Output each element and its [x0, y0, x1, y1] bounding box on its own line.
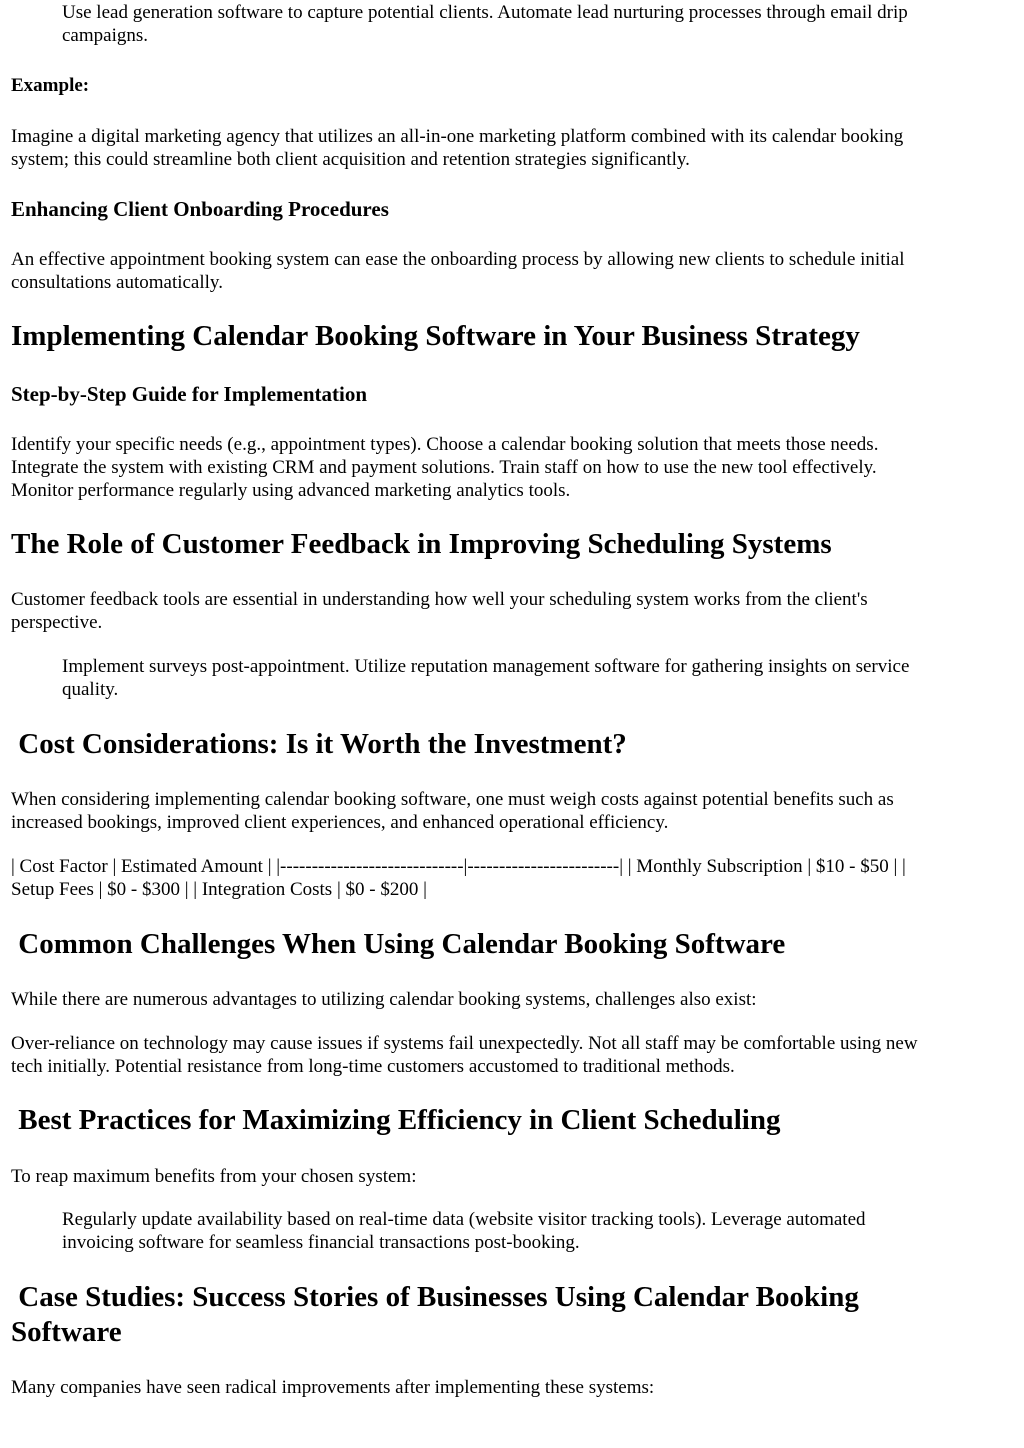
cost-table-line-1: | Cost Factor | Estimated Amount | |-----------------------------|------------------------| | Monthly Subscription | $10 - $50 | | [11, 856, 906, 877]
challenges-text-line-1: Over-reliance on technology may cause issues if systems fail unexpectedly. Not all staff may be comfortable using new [11, 1033, 918, 1054]
cost-text-line-2: increased bookings, improved client experiences, and enhanced operational efficiency. [11, 812, 669, 833]
cost-table-line-2: Setup Fees | $0 - $300 | | Integration Costs | $0 - $200 | [11, 879, 427, 900]
challenges-intro: While there are numerous advantages to utilizing calendar booking systems, challenges also exist: [11, 989, 757, 1010]
implementation-text-line-2: Integrate the system with existing CRM and payment solutions. Train staff on how to use the new tool effectively. [11, 457, 877, 478]
onboarding-text-line-1: An effective appointment booking system can ease the onboarding process by allowing new clients to schedule initial [11, 249, 905, 270]
example-label: Example: [11, 75, 90, 96]
feedback-text-line-1: Customer feedback tools are essential in understanding how well your scheduling system works from the client's [11, 589, 868, 610]
challenges-heading: Common Challenges When Using Calendar Booking Software [11, 928, 786, 960]
case-studies-heading-line-1: Case Studies: Success Stories of Businesses Using Calendar Booking [11, 1281, 859, 1313]
cost-text-line-1: When considering implementing calendar booking software, one must weigh costs against potential benefits such as [11, 789, 894, 810]
onboarding-heading: Enhancing Client Onboarding Procedures [11, 197, 389, 221]
challenges-text-line-2: tech initially. Potential resistance from long-time customers accustomed to traditional methods. [11, 1056, 735, 1077]
implementation-text-line-1: Identify your specific needs (e.g., appointment types). Choose a calendar booking solution that meets those needs. [11, 434, 879, 455]
intro-quote-line-1: Use lead generation software to capture potential clients. Automate lead nurturing processes through email drip [62, 2, 908, 23]
case-studies-heading-line-2: Software [11, 1316, 122, 1348]
best-practices-quote-line-1: Regularly update availability based on real-time data (website visitor tracking tools). Leverage automated [62, 1209, 866, 1230]
feedback-heading: The Role of Customer Feedback in Improving Scheduling Systems [11, 528, 832, 560]
best-practices-heading: Best Practices for Maximizing Efficiency in Client Scheduling [11, 1104, 781, 1136]
best-practices-intro: To reap maximum benefits from your chosen system: [11, 1166, 417, 1187]
cost-heading: Cost Considerations: Is it Worth the Investment? [11, 728, 627, 760]
implementing-heading: Implementing Calendar Booking Software in Your Business Strategy [11, 320, 860, 352]
feedback-quote-line-2: quality. [62, 679, 119, 700]
example-text-line-2: system; this could streamline both client acquisition and retention strategies significantly. [11, 149, 690, 170]
onboarding-text-line-2: consultations automatically. [11, 272, 223, 293]
implementation-guide-heading: Step-by-Step Guide for Implementation [11, 382, 368, 406]
feedback-quote-line-1: Implement surveys post-appointment. Utilize reputation management software for gathering insights on service [62, 656, 910, 677]
implementation-text-line-3: Monitor performance regularly using advanced marketing analytics tools. [11, 480, 571, 501]
feedback-text-line-2: perspective. [11, 612, 103, 633]
intro-quote-line-2: campaigns. [62, 25, 149, 46]
best-practices-quote-line-2: invoicing software for seamless financial transactions post-booking. [62, 1232, 580, 1253]
example-text-line-1: Imagine a digital marketing agency that utilizes an all-in-one marketing platform combined with its calendar booking [11, 126, 904, 147]
case-studies-intro: Many companies have seen radical improvements after implementing these systems: [11, 1377, 655, 1398]
